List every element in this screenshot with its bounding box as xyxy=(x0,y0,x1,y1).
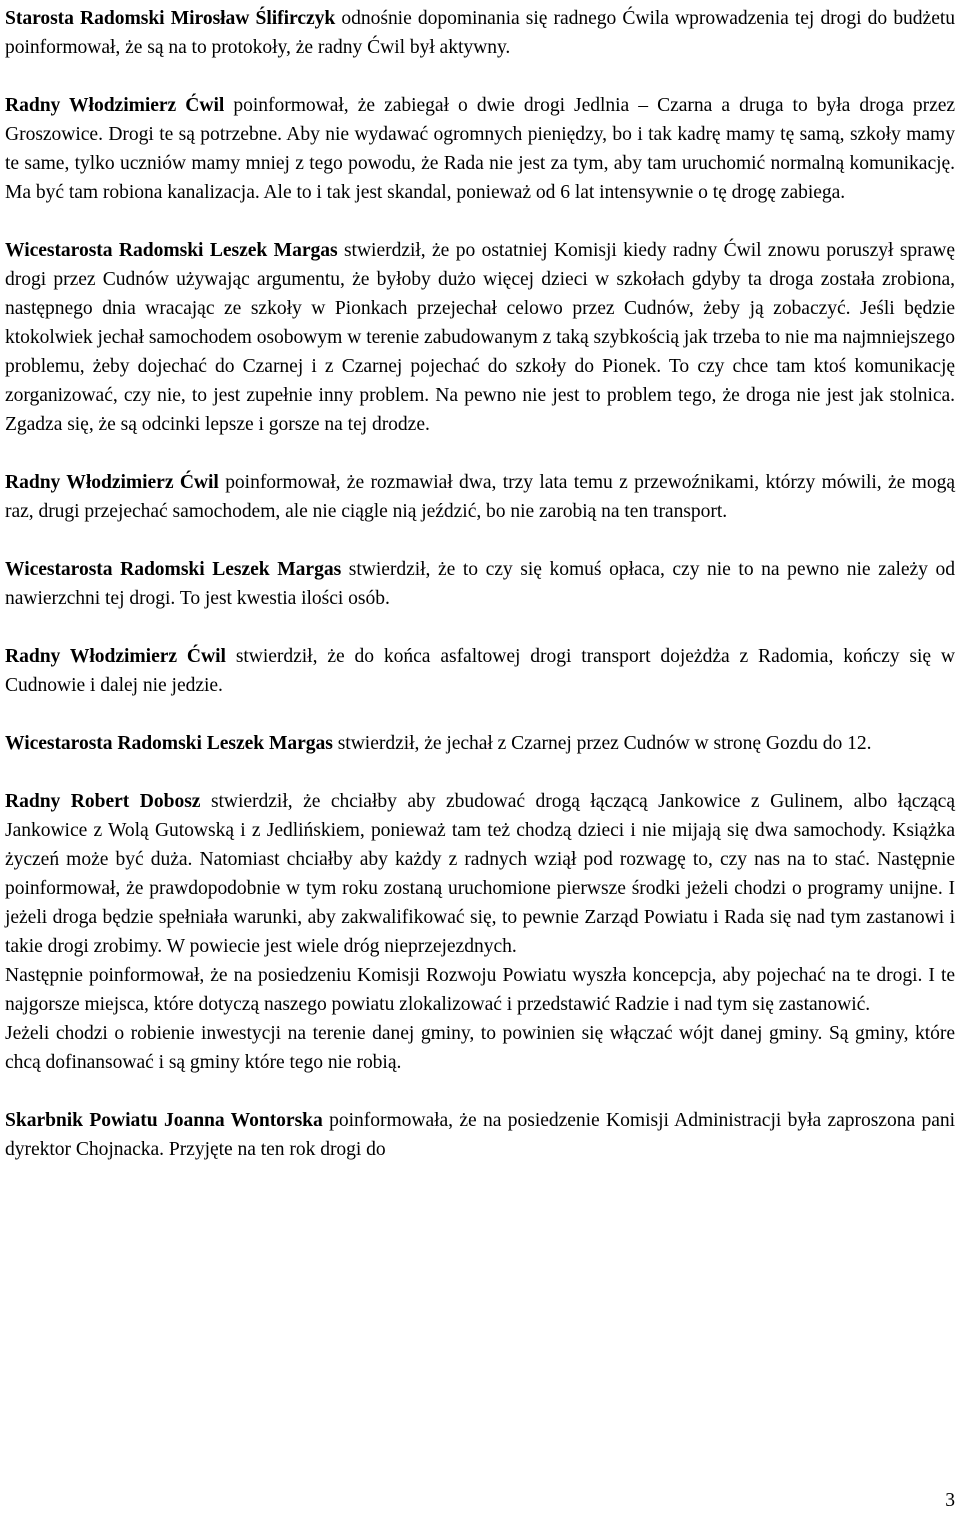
paragraph-text: stwierdził, że to czy się komuś opłaca, czy nie to na pewno nie zależy od nawierzchni tej drogi. To jest kwestia ilości osób. xyxy=(5,559,955,609)
paragraph-text: Następnie poinformował, że na posiedzeniu Komisji Rozwoju Powiatu wyszła koncepcja, aby pojechać na te drogi. I te najgorsze miejsca, które dotyczą naszego powiatu zlokalizować i przedstawić Radzie i nad tym się zastanowić. xyxy=(5,965,955,1015)
paragraph-wicestarosta-margas-3 xyxy=(5,729,955,758)
page-number: 3 xyxy=(945,1490,955,1511)
speaker-name: Wicestarosta Radomski Leszek Margas xyxy=(5,559,342,580)
paragraph-text: poinformował, że zabiegał o dwie drogi Jedlnia – Czarna a druga to była droga przez Groszowice. Drogi te są potrzebne. Aby nie wydawać ogromnych pieniędzy, bo i tak kadrę mamy tę samą, szkoły mamy te same, tylko uczniów mamy mniej z tego powodu, że Rada nie jest za tym, aby tam uruchomić normalną komunikację. Ma być tam robiona kanalizacja. Ale to i tak jest skandal, ponieważ od 6 lat intensywnie o tę drogę zabiega. xyxy=(5,95,956,203)
paragraph-radny-cwil-1 xyxy=(5,91,955,207)
paragraph-text: stwierdził, że po ostatniej Komisji kiedy radny Ćwil znowu poruszył sprawę drogi przez Cudnów używając argumentu, że byłoby dużo więcej dzieci w szkołach gdyby ta droga została zrobiona, następnego dnia wracając ze szkoły w Pionkach przejechał celowo przez Cudnów, żeby ją zobaczyć. Jeśli będzie ktokolwiek jechał samochodem osobowym w terenie zabudowanym z taką szybkością jak trzeba to nie ma najmniejszego problemu, żeby dojechać do Czarnej i z Czarnej pojechać do szkoły do Pionek. To czy chce tam ktoś komunikację zorganizować, czy nie, to jest zupełnie inny problem. Na pewno nie jest to problem tego, że droga nie jest jak stolnica. Zgadza się, że są odcinki lepsze i gorsze na tej drodze. xyxy=(5,240,956,435)
speaker-name: Skarbnik Powiatu Joanna Wontorska xyxy=(5,1110,323,1131)
paragraph-wicestarosta-margas-1 xyxy=(5,236,955,439)
paragraph-text: poinformował, że rozmawiał dwa, trzy lata temu z przewoźnikami, którzy mówili, że mogą raz, drugi przejechać samochodem, ale nie ciągle nią jeździć, bo nie zarobią na ten transport. xyxy=(5,472,955,522)
paragraph-text: poinformowała, że na posiedzenie Komisji Administracji była zaproszona pani dyrektor Chojnacka. Przyjęte na ten rok drogi do xyxy=(5,1110,955,1160)
paragraph-dobosz-continued-2 xyxy=(5,1019,955,1077)
speaker-name: Wicestarosta Radomski Leszek Margas xyxy=(5,733,333,754)
speaker-name: Wicestarosta Radomski Leszek Margas xyxy=(5,240,338,261)
paragraph-wicestarosta-margas-2 xyxy=(5,555,955,613)
paragraph-text: stwierdził, że chciałby aby zbudować drogą łączącą Jankowice z Gulinem, albo łączącą Jankowice z Wolą Gutowską i z Jedlińskiem, ponieważ tam też chodzą dzieci i nie mijają się dwa samochody. Książka życzeń może być duża. Natomiast chciałby aby każdy z radnych wziął pod rozwagę to, czy nas na to stać. Następnie poinformował, że prawdopodobnie w tym roku zostaną uruchomione pierwsze środki jeżeli chodzi o programy unijne. I jeżeli droga będzie spełniała warunki, aby zakwalifikować się, to pewnie Zarząd Powiatu i Rada się nad tym zastanowi i takie drogi zrobimy. W powiecie jest wiele dróg nieprzejezdnych. xyxy=(5,791,955,957)
paragraph-text: stwierdził, że jechał z Czarnej przez Cudnów w stronę Gozdu do 12. xyxy=(337,733,872,754)
paragraph-text: stwierdził, że do końca asfaltowej drogi transport dojeżdża z Radomia, kończy się w Cudnowie i dalej nie jedzie. xyxy=(5,646,955,696)
speaker-name: Radny Włodzimierz Ćwil xyxy=(5,95,225,116)
paragraph-radny-dobosz xyxy=(5,787,955,961)
speaker-name: Radny Włodzimierz Ćwil xyxy=(5,472,219,493)
document-page xyxy=(5,4,955,1193)
speaker-name: Radny Robert Dobosz xyxy=(5,791,201,812)
paragraph-radny-cwil-3 xyxy=(5,642,955,700)
paragraph-skarbnik-wontorska xyxy=(5,1106,955,1164)
speaker-name: Radny Włodzimierz Ćwil xyxy=(5,646,226,667)
paragraph-text: Jeżeli chodzi o robienie inwestycji na terenie danej gminy, to powinien się włączać wójt danej gminy. Są gminy, które chcą dofinansować i są gminy które tego nie robią. xyxy=(5,1023,955,1073)
paragraph-dobosz-continued-1 xyxy=(5,961,955,1019)
paragraph-text: odnośnie dopominania się radnego Ćwila wprowadzenia tej drogi do budżetu poinformował, że są na to protokoły, że radny Ćwil był aktywny. xyxy=(5,8,955,58)
speaker-name: Starosta Radomski Mirosław Ślifirczyk xyxy=(5,8,336,29)
paragraph-radny-cwil-2 xyxy=(5,468,955,526)
paragraph-starosta-slifirczyk xyxy=(5,4,955,62)
